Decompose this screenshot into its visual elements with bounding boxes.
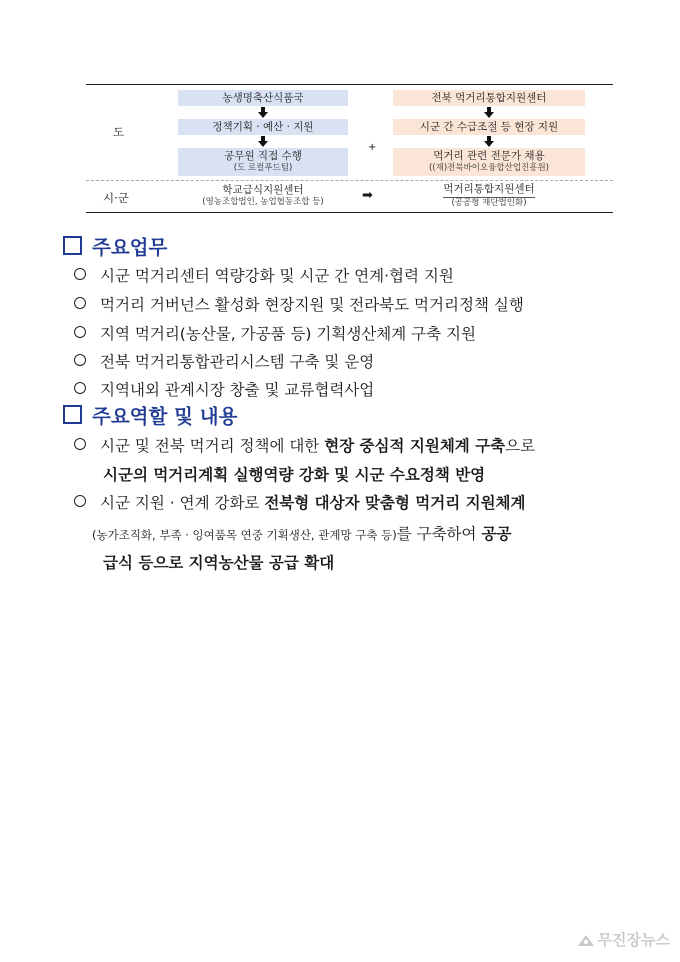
list-item-text: 시군 먹거리센터 역량강화 및 시군 간 연계·협력 지원 (100, 267, 454, 285)
paragraph-2-line-2 (92, 522, 511, 544)
row-label-city: 시·군 (103, 191, 129, 205)
section-heading-roles (63, 401, 237, 429)
plus-sign: + (368, 142, 377, 153)
text-run: 시군 및 전북 먹거리 정책에 대한 (100, 437, 325, 455)
right-arrow-icon: ➡ (362, 188, 373, 203)
list-item-text: 먹거리 거버넌스 활성화 현장지원 및 전라북도 먹거리정책 실행 (100, 296, 524, 314)
paragraph-2 (74, 491, 525, 513)
circle-bullet-icon (74, 438, 86, 450)
right-box-expert-sub: ((재)전북바이오융합산업진흥원) (428, 163, 549, 173)
watermark-text: 무진장뉴스 (597, 931, 670, 949)
section-heading-main-tasks (63, 232, 167, 260)
checkbox-square-icon (63, 405, 82, 424)
right-box-center (393, 90, 585, 106)
text-run: 를 구축하여 (396, 525, 482, 543)
left-box-policy (178, 119, 348, 135)
circle-bullet-icon (74, 268, 86, 280)
circle-bullet-icon (74, 297, 86, 309)
left-box-bureau-text: 농생명축산식품국 (222, 91, 304, 104)
checkbox-square-icon (63, 236, 82, 255)
left-bottom-center-sub: (영농조합법인, 농업협동조합 등) (202, 197, 324, 207)
text-run: 으로 (505, 437, 536, 455)
left-box-policy-text: 정책기획 · 예산 · 지원 (212, 120, 314, 133)
section-title: 주요업무 (92, 236, 168, 259)
paragraph-1 (74, 434, 535, 456)
list-item-text: 전북 먹거리통합관리시스템 구축 및 운영 (100, 353, 375, 371)
down-arrow-icon (484, 107, 494, 118)
list-item (74, 378, 374, 400)
left-box-official-text: 공무원 직접 수행 (224, 150, 302, 162)
circle-bullet-icon (74, 354, 86, 366)
list-item (74, 322, 476, 344)
row-separator (86, 180, 613, 181)
section-title: 주요역할 및 내용 (92, 405, 238, 428)
bottom-rule (86, 212, 613, 213)
right-box-support (393, 119, 585, 135)
list-item (74, 293, 524, 315)
row-label-province: 도 (113, 125, 125, 139)
paragraph-2-line-3: 급식 등으로 지역농산물 공급 확대 (103, 554, 335, 572)
bold-text-run: 공공 (481, 525, 512, 543)
left-box-official-sub: (도 로컬푸드팀) (233, 163, 293, 173)
list-item-text: 지역 먹거리(농산물, 가공품 등) 기획생산체계 구축 지원 (100, 325, 476, 343)
list-item (74, 264, 454, 286)
right-box-expert-text: 먹거리 관련 전문가 채용 (433, 150, 545, 162)
list-item-text: 지역내외 관계시장 창출 및 교류협력사업 (100, 381, 375, 399)
down-arrow-icon (258, 136, 268, 147)
circle-bullet-icon (74, 326, 86, 338)
circle-bullet-icon (74, 495, 86, 507)
list-item (74, 350, 374, 372)
left-bottom-center (178, 182, 348, 210)
paragraph-1-line-2: 시군의 먹거리계획 실행역량 강화 및 시군 수요정책 반영 (103, 466, 486, 484)
right-bottom-center-text: 먹거리통합지원센터 (443, 183, 534, 198)
left-box-official (178, 148, 348, 176)
down-arrow-icon (258, 107, 268, 118)
left-box-bureau (178, 90, 348, 106)
right-bottom-center-sub: (공공형 재단법인화) (451, 198, 527, 208)
watermark (577, 929, 670, 950)
down-arrow-icon (484, 136, 494, 147)
right-bottom-center (393, 182, 585, 210)
right-box-center-text: 전북 먹거리통합지원센터 (431, 91, 547, 104)
right-box-expert (393, 148, 585, 176)
circle-bullet-icon (74, 382, 86, 394)
top-rule (86, 84, 613, 85)
left-bottom-center-text: 학교급식지원센터 (222, 184, 304, 196)
small-text-run: (농가조직화, 부족 · 잉여품목 연중 기획생산, 관계망 구축 등) (92, 528, 397, 542)
watermark-logo-icon (577, 933, 595, 947)
text-run: 시군 지원 · 연계 강화로 (100, 494, 265, 512)
right-box-support-text: 시군 간 수급조절 등 현장 지원 (419, 120, 559, 133)
bold-text-run: 전북형 대상자 맞춤형 먹거리 지원체계 (264, 494, 526, 512)
bold-text-run: 현장 중심적 지원체계 구축 (324, 437, 506, 455)
